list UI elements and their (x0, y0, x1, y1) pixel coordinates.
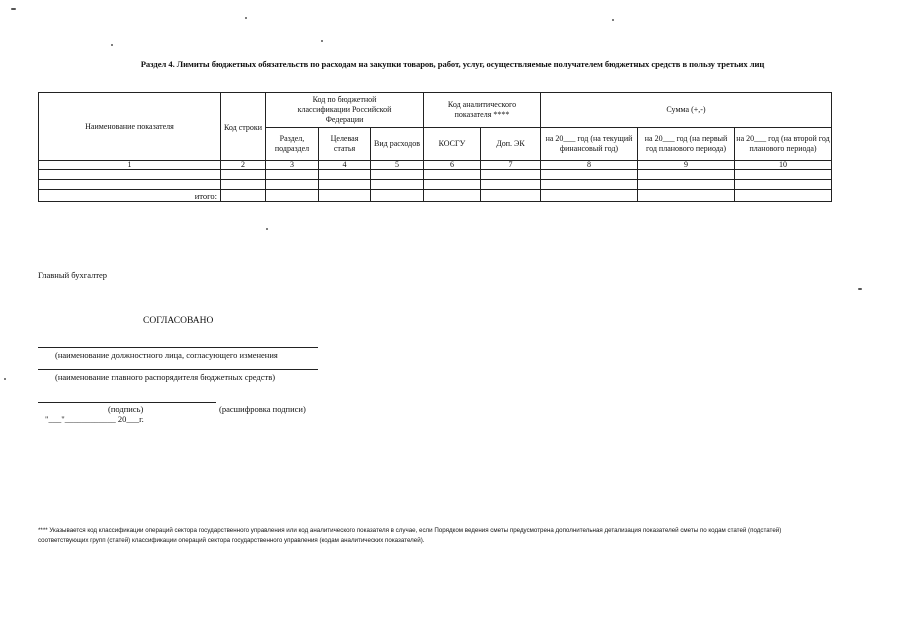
column-number: 4 (319, 161, 371, 170)
table-cell (541, 190, 638, 202)
table-cell (371, 190, 424, 202)
table-cell (735, 170, 832, 180)
table-cell (424, 180, 481, 190)
column-number: 3 (266, 161, 319, 170)
scan-speck (612, 19, 614, 21)
header-kosgu: КОСГУ (424, 128, 481, 161)
table-cell (481, 180, 541, 190)
scan-speck (111, 44, 113, 46)
table-cell (541, 170, 638, 180)
column-number: 6 (424, 161, 481, 170)
header-section-subsection: Раздел, подраздел (266, 128, 319, 161)
scan-speck (11, 8, 16, 10)
table-cell (319, 190, 371, 202)
budget-limits-table (38, 92, 832, 202)
scan-speck (245, 17, 247, 19)
total-label: итого: (39, 190, 221, 202)
header-year-second: на 20___ год (на второй год планового периода) (735, 128, 832, 161)
footnote: **** Указывается код классификации операций сектора государственного управления или код аналитического показателя в случае, если Порядком ведения сметы предусмотрена дополнительная детализация показателей сметы по кодам статей (подстатей) соответствующих групп (статей) классификации операций сектора государственного управления (кодам аналитических показателей). (38, 527, 782, 544)
column-number: 1 (39, 161, 221, 170)
table-row (39, 170, 832, 180)
scan-speck (4, 378, 6, 380)
header-target-article: Целевая статья (319, 128, 371, 161)
manager-signature-line (38, 369, 318, 370)
table-cell (221, 190, 266, 202)
section-title: Раздел 4. Лимиты бюджетных обязательств по расходам на закупки товаров, работ, услуг, осуществляемые получателем бюджетных средств в пользу третьих лиц (140, 59, 765, 69)
total-row (39, 190, 832, 202)
table-cell (735, 180, 832, 190)
table-cell (424, 190, 481, 202)
table-cell (266, 190, 319, 202)
table-cell (319, 180, 371, 190)
table-cell (221, 170, 266, 180)
signature-decoding-caption: (расшифровка подписи) (219, 404, 306, 414)
header-extra-ek: Доп. ЭК (481, 128, 541, 161)
official-signature-line (38, 347, 318, 348)
approved-heading: СОГЛАСОВАНО (143, 316, 214, 326)
chief-accountant-label: Главный бухгалтер (38, 270, 108, 280)
table-cell (481, 170, 541, 180)
table-cell (638, 180, 735, 190)
header-expense-type: Вид расходов (371, 128, 424, 161)
table-cell (481, 190, 541, 202)
manager-caption: (наименование главного распорядителя бюджетных средств) (55, 372, 276, 382)
column-number: 5 (371, 161, 424, 170)
scan-speck (321, 40, 323, 42)
scan-speck (858, 288, 862, 290)
table-cell (221, 180, 266, 190)
header-amount: Сумма (+,-) (541, 93, 832, 128)
table-cell (266, 180, 319, 190)
column-number: 9 (638, 161, 735, 170)
table-row (39, 180, 832, 190)
table-cell (266, 170, 319, 180)
scan-speck (266, 228, 268, 230)
header-budget-classification: Код по бюджетной классификации Российской Федерации (266, 93, 424, 128)
signature-caption: (подпись) (108, 404, 144, 414)
table-cell (39, 170, 221, 180)
table-cell (638, 190, 735, 202)
official-caption: (наименование должностного лица, согласующего изменения (55, 350, 278, 360)
signature-line (38, 402, 216, 403)
header-analytic-code: Код аналитического показателя **** (424, 93, 541, 128)
table-cell (638, 170, 735, 180)
header-year-first: на 20___ год (на первый год планового периода) (638, 128, 735, 161)
table-cell (424, 170, 481, 180)
date-line: "___"____________ 20___г. (45, 414, 144, 424)
table-cell (371, 180, 424, 190)
table-cell (541, 180, 638, 190)
table-cell (319, 170, 371, 180)
header-year-current: на 20___ год (на текущий финансовый год) (541, 128, 638, 161)
column-number: 8 (541, 161, 638, 170)
column-number: 2 (221, 161, 266, 170)
column-number: 7 (481, 161, 541, 170)
header-row-code: Код строки (221, 93, 266, 161)
table-cell (39, 180, 221, 190)
column-number: 10 (735, 161, 832, 170)
header-indicator-name: Наименование показателя (39, 93, 221, 161)
table-cell (735, 190, 832, 202)
table-cell (371, 170, 424, 180)
